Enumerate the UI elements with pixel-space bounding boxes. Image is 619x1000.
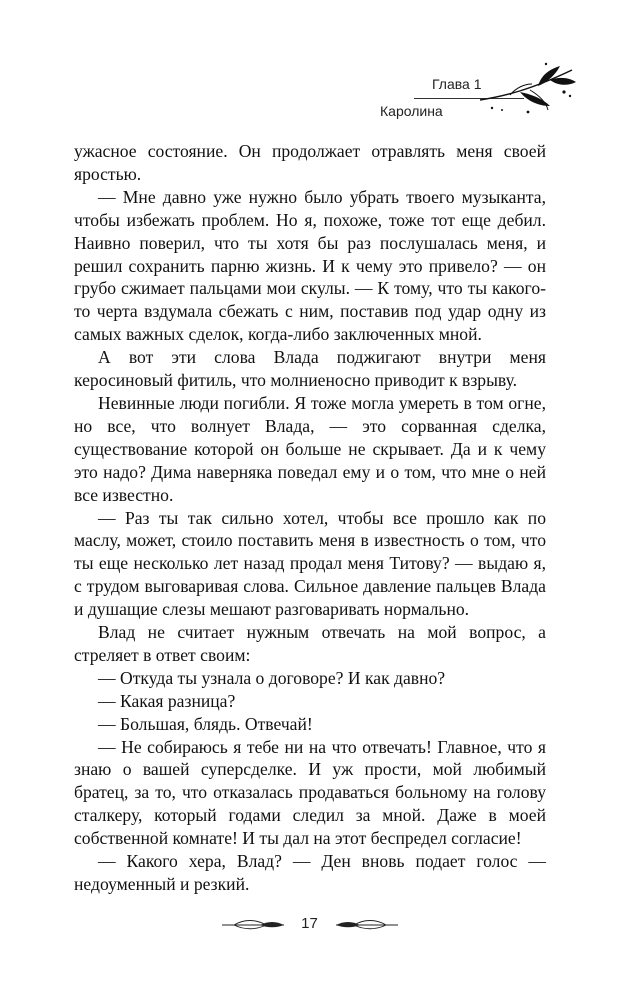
- paragraph-11: — Какого хера, Влад? — Ден вновь подает голос — недоуменный и резкий.: [74, 851, 546, 894]
- chapter-title: Глава 1: [432, 76, 482, 92]
- paragraph-7: — Откуда ты узнала о договоре? И как давно?: [98, 667, 446, 688]
- paragraph-5: — Раз ты так сильно хотел, чтобы все прошло как по маслу, может, стоило поставить меня в известность о том, что ты еще несколько лет назад продал меня Титову? — выдаю я, с трудом выговаривая слова. Сильное давление пальцев Влада и душащие слезы мешают разговаривать нормально.: [74, 507, 546, 620]
- section-title: Каролина: [380, 103, 443, 119]
- paragraph-3: А вот эти слова Влада поджигают внутри меня керосиновый фитиль, что молниеносно приводит к взрыву.: [74, 347, 546, 391]
- paragraph-6: Влад не считает нужным отвечать на мой вопрос, а стреляет в ответ своим:: [74, 622, 546, 665]
- paragraph-4: Невинные люди погибли. Я тоже могла умереть в том огне, но все, что волнует Влада, — это сорванная сделка, существование которой он больше не скрывает. Да и к чему это надо? Дима наверняка поведал ему и о том, что мне о ней все известно.: [74, 392, 546, 505]
- body-text: [74, 140, 546, 896]
- paragraph-2: — Мне давно уже нужно было убрать твоего музыканта, чтобы избежать проблем. Но я, похоже, тоже тот еще дебил. Наивно поверил, что ты хотя бы раз послушалась меня, и решил сохранить парню жизнь. И к чему это привело? — он грубо сжимает пальцами мои скулы. — К тому, что ты какого-то черта вздумала сбежать с ним, поставив под удар одну из самых важных сделок, когда-либо заключенных мной.: [74, 186, 546, 345]
- page-footer: [0, 912, 619, 942]
- right-flourish-icon: [334, 918, 400, 932]
- paragraph-8: — Какая разница?: [98, 690, 236, 711]
- floral-ornament-icon: [480, 62, 580, 132]
- page-number: 17: [301, 915, 318, 932]
- running-header: [380, 62, 580, 132]
- paragraph-1: ужасное состояние. Он продолжает отравлять меня своей яростью.: [74, 141, 546, 184]
- paragraph-9: — Большая, блядь. Отвечай!: [98, 713, 313, 734]
- paragraph-10: — Не собираюсь я тебе ни на что отвечать! Главное, что я знаю о вашей суперсделке. И уж прости, мой любимый братец, за то, что отказалась продаваться больному на голову сталкеру, который годами следил за мной. Даже в моей собственной комнате! И ты дал на этот беспредел согласие!: [74, 736, 546, 849]
